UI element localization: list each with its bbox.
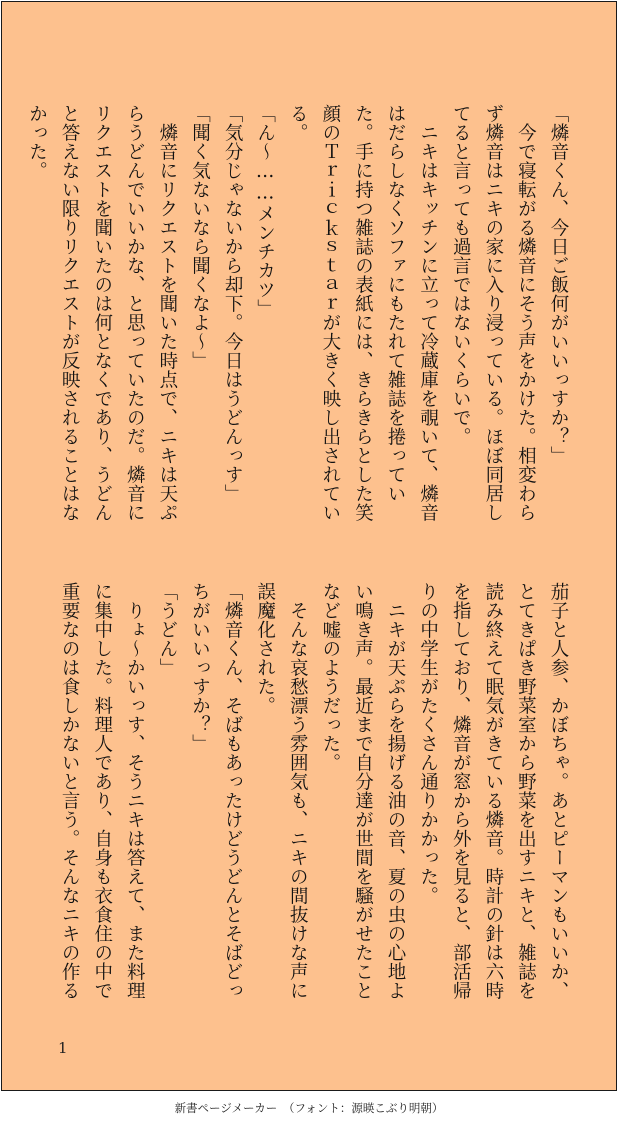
paragraph: ニキが天ぷらを揚げる油の音、夏の虫の心地よい鳴き声。最近まで自分達が世間を騒がせたことなど嘘のようだった。 — [319, 582, 407, 1000]
paragraph: 「燐音くん、今日ご飯何がいいっすか？」 — [548, 104, 569, 465]
paragraph: 今で寝転がる燐音にそう声をかけた。相変わらず燐音はニキの家に入り浸っている。ほぼ同居してると言っても過言ではないくらいで。 — [450, 104, 537, 522]
font-credit: 新書ページメーカー （フォント：源暎こぶり明朝） — [174, 1101, 444, 1115]
page-number: 1 — [58, 1039, 68, 1057]
paragraph: りょ〜かいっす、そうニキは答えて、また料理に集中した。料理人であり、自身も衣食住の中で重要なのは食しかないと言う。そんなニキの作る — [59, 582, 146, 1000]
novel-page — [1, 1, 617, 1091]
paragraph: 燐音にリクエストを聞いた時点で、ニキは天ぷらうどんでいいかな、と思っていたのだ。燐音にリクエストを聞いたのは何となくであり、うどんと答えない限りリクエストが反映されることはなかった。 — [26, 104, 178, 522]
lower-text-column — [34, 582, 574, 1002]
paragraph: そんな哀愁漂う雰囲気も、ニキの間抜けな声に誤魔化された。 — [254, 582, 309, 1000]
paragraph: 「うどん」 — [156, 582, 178, 677]
paragraph: 「気分じゃないから却下。今日はうどんっす」 — [222, 104, 244, 503]
upper-text-column — [26, 104, 574, 524]
paragraph: ニキはキッチンに立って冷蔵庫を覗いて、燐音はだらしなくソファにもたれて雑誌を捲っていた。手に持つ雑誌の表紙には、きらきらとした笑顔のＴｒｉｃｋｓｔａｒが大きく映し出されている。 — [287, 104, 439, 522]
paragraph: 「燐音くん、そばもあったけどうどんとそばどっちがいいっすか？」 — [189, 582, 244, 1000]
paragraph: 「ん〜……メンチカツ」 — [254, 104, 276, 318]
paragraph: 「聞く気ないなら聞くなよ〜」 — [189, 104, 211, 370]
paragraph: 茄子と人参、かぼちゃ。あとピーマンもいいか、とてきぱき野菜室から野菜を出すニキと、雑誌を読み終えて眠気がきている燐音。時計の針は六時を指しており、燐音が窓から外を見ると、部活帰りの中学生がたくさん通りかかった。 — [417, 582, 569, 1000]
